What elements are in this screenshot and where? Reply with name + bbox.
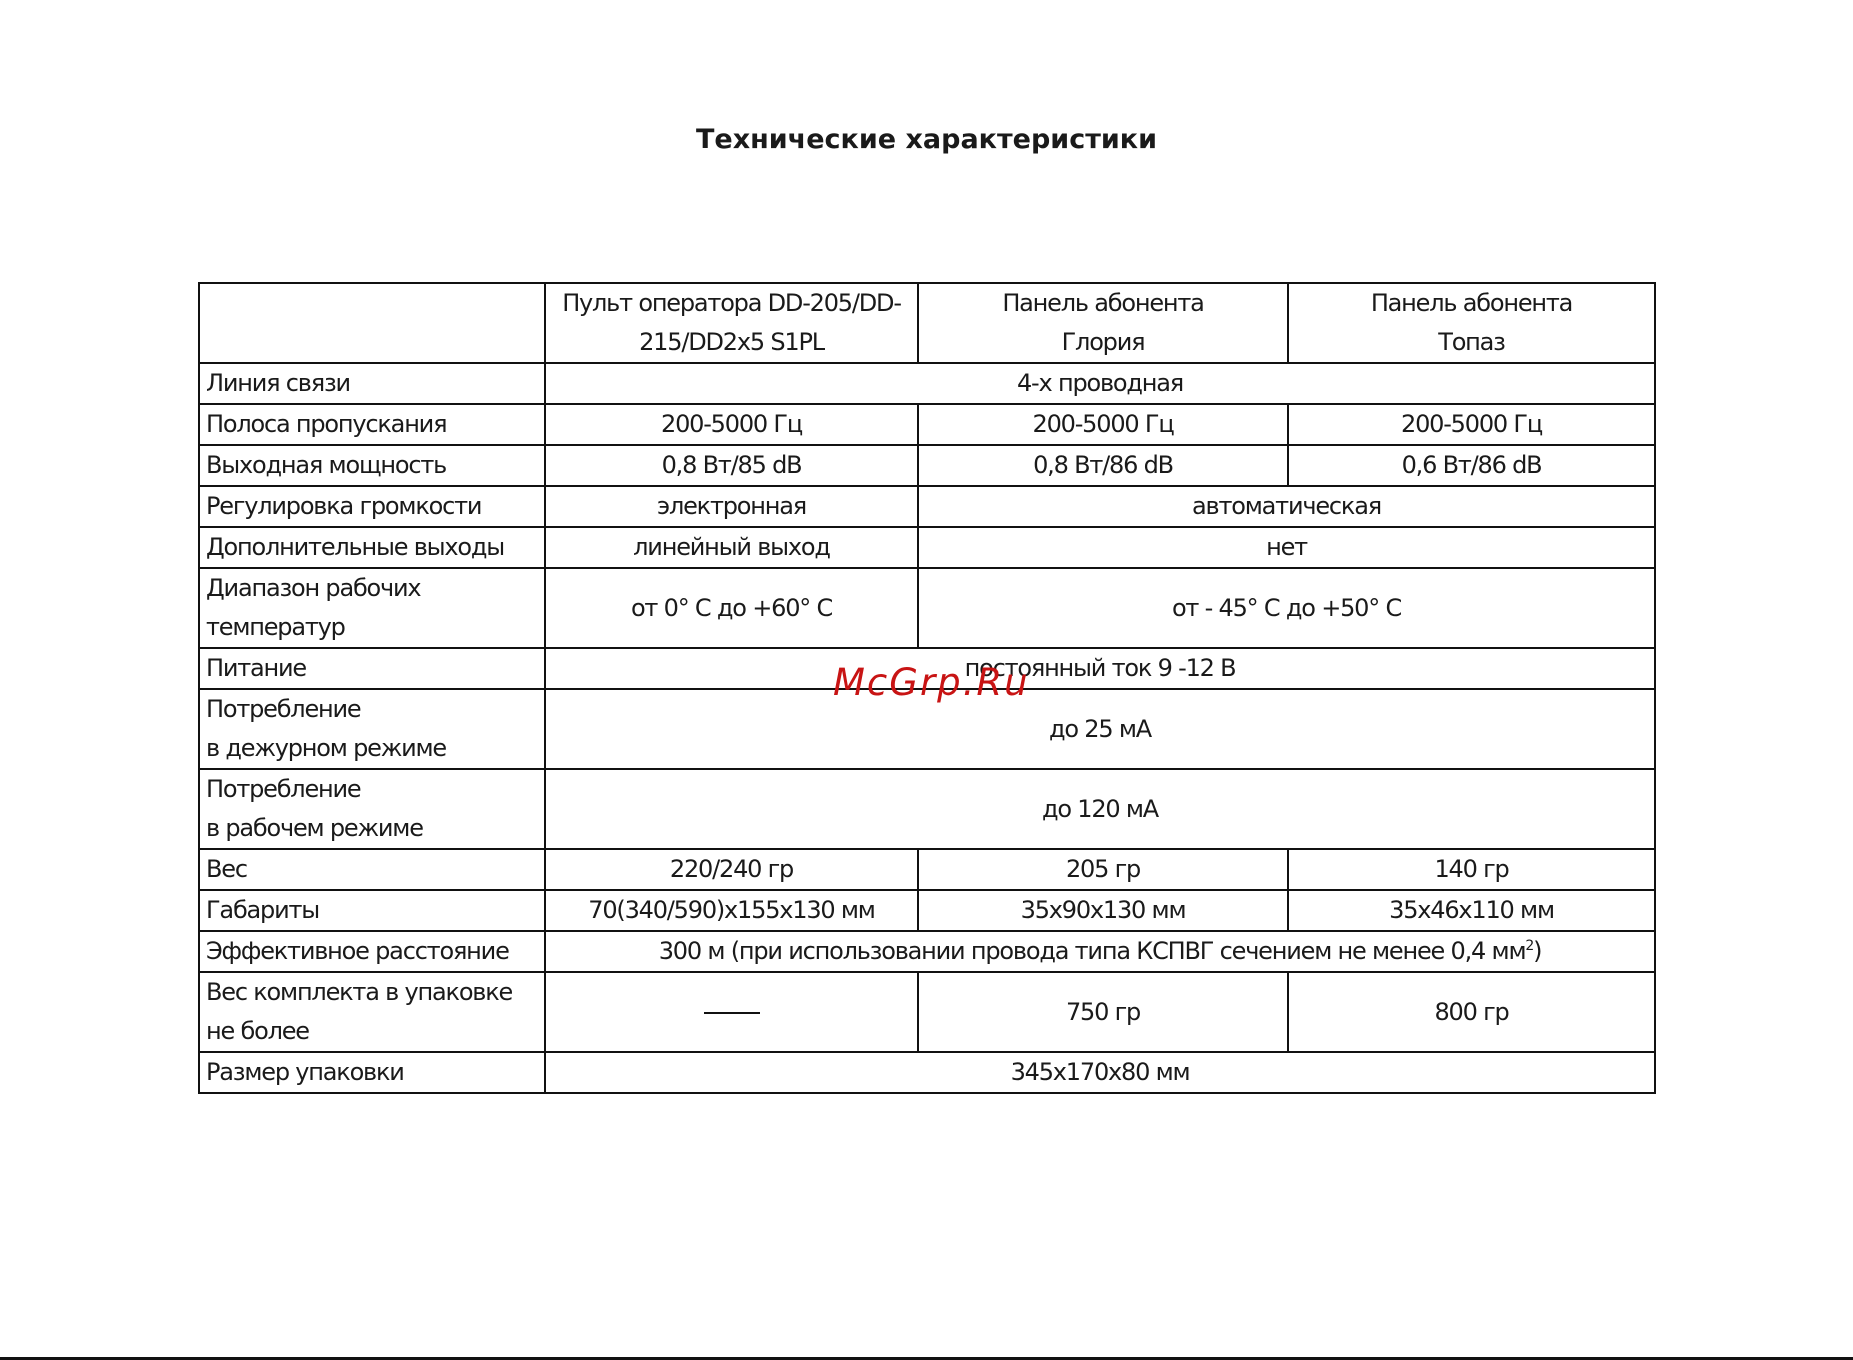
row-value: от - 45° С до +50° С xyxy=(918,568,1655,648)
header-empty-cell xyxy=(199,283,545,363)
row-value: 200-5000 Гц xyxy=(545,404,918,445)
row-label: Потребление в дежурном режиме xyxy=(199,689,545,769)
row-label: Вес комплекта в упаковке не более xyxy=(199,972,545,1052)
table-row xyxy=(199,689,1655,769)
row-value: 0,8 Вт/85 dB xyxy=(545,445,918,486)
header-operator-console: Пульт оператора DD-205/DD- 215/DD2x5 S1PL xyxy=(545,283,918,363)
row-label: Вес xyxy=(199,849,545,890)
row-label: Линия связи xyxy=(199,363,545,404)
row-value: линейный выход xyxy=(545,527,918,568)
row-value: от 0° С до +60° С xyxy=(545,568,918,648)
row-label: Диапазон рабочих температур xyxy=(199,568,545,648)
row-value: 200-5000 Гц xyxy=(918,404,1288,445)
table-row xyxy=(199,648,1655,689)
table-row xyxy=(199,849,1655,890)
row-value: 220/240 гр xyxy=(545,849,918,890)
row-label: Размер упаковки xyxy=(199,1052,545,1093)
table-row xyxy=(199,972,1655,1052)
row-label: Эффективное расстояние xyxy=(199,931,545,972)
row-value: 70(340/590)х155х130 мм xyxy=(545,890,918,931)
header-panel-topaz: Панель абонента Топаз xyxy=(1288,283,1655,363)
row-value: 205 гр xyxy=(918,849,1288,890)
row-value: 140 гр xyxy=(1288,849,1655,890)
row-label: Питание xyxy=(199,648,545,689)
row-value: 200-5000 Гц xyxy=(1288,404,1655,445)
row-value: 345х170х80 мм xyxy=(545,1052,1655,1093)
row-label: Потребление в рабочем режиме xyxy=(199,769,545,849)
row-value: 4-х проводная xyxy=(545,363,1655,404)
row-value: нет xyxy=(918,527,1655,568)
row-label: Дополнительные выходы xyxy=(199,527,545,568)
specifications-table xyxy=(198,282,1656,1094)
row-value: электронная xyxy=(545,486,918,527)
table-row xyxy=(199,1052,1655,1093)
row-value: до 25 мА xyxy=(545,689,1655,769)
row-label: Полоса пропускания xyxy=(199,404,545,445)
row-value: постоянный ток 9 -12 В xyxy=(545,648,1655,689)
table-row xyxy=(199,404,1655,445)
table-header-row xyxy=(199,283,1655,363)
row-value-empty xyxy=(545,972,918,1052)
row-value: 750 гр xyxy=(918,972,1288,1052)
row-value: 0,8 Вт/86 dB xyxy=(918,445,1288,486)
page-title: Технические характеристики xyxy=(695,124,1158,155)
dash-mark xyxy=(704,1012,760,1014)
table-row xyxy=(199,445,1655,486)
row-value: 300 м (при использовании провода типа КСПВГ сечением не менее 0,4 $мм^2$) xyxy=(545,931,1655,972)
table-row xyxy=(199,931,1655,972)
header-panel-gloria: Панель абонента Глория xyxy=(918,283,1288,363)
row-value: до 120 мА xyxy=(545,769,1655,849)
table-row xyxy=(199,568,1655,648)
table-row xyxy=(199,769,1655,849)
table-row xyxy=(199,527,1655,568)
row-value: 800 гр xyxy=(1288,972,1655,1052)
row-label: Выходная мощность xyxy=(199,445,545,486)
watermark-logo: McGrp.Ru xyxy=(833,661,1030,704)
table-row xyxy=(199,363,1655,404)
row-value: 0,6 Вт/86 dB xyxy=(1288,445,1655,486)
table-row xyxy=(199,486,1655,527)
row-value: 35х90х130 мм xyxy=(918,890,1288,931)
row-value: автоматическая xyxy=(918,486,1655,527)
row-label: Габариты xyxy=(199,890,545,931)
row-label: Регулировка громкости xyxy=(199,486,545,527)
table-row xyxy=(199,890,1655,931)
row-value: 35х46х110 мм xyxy=(1288,890,1655,931)
